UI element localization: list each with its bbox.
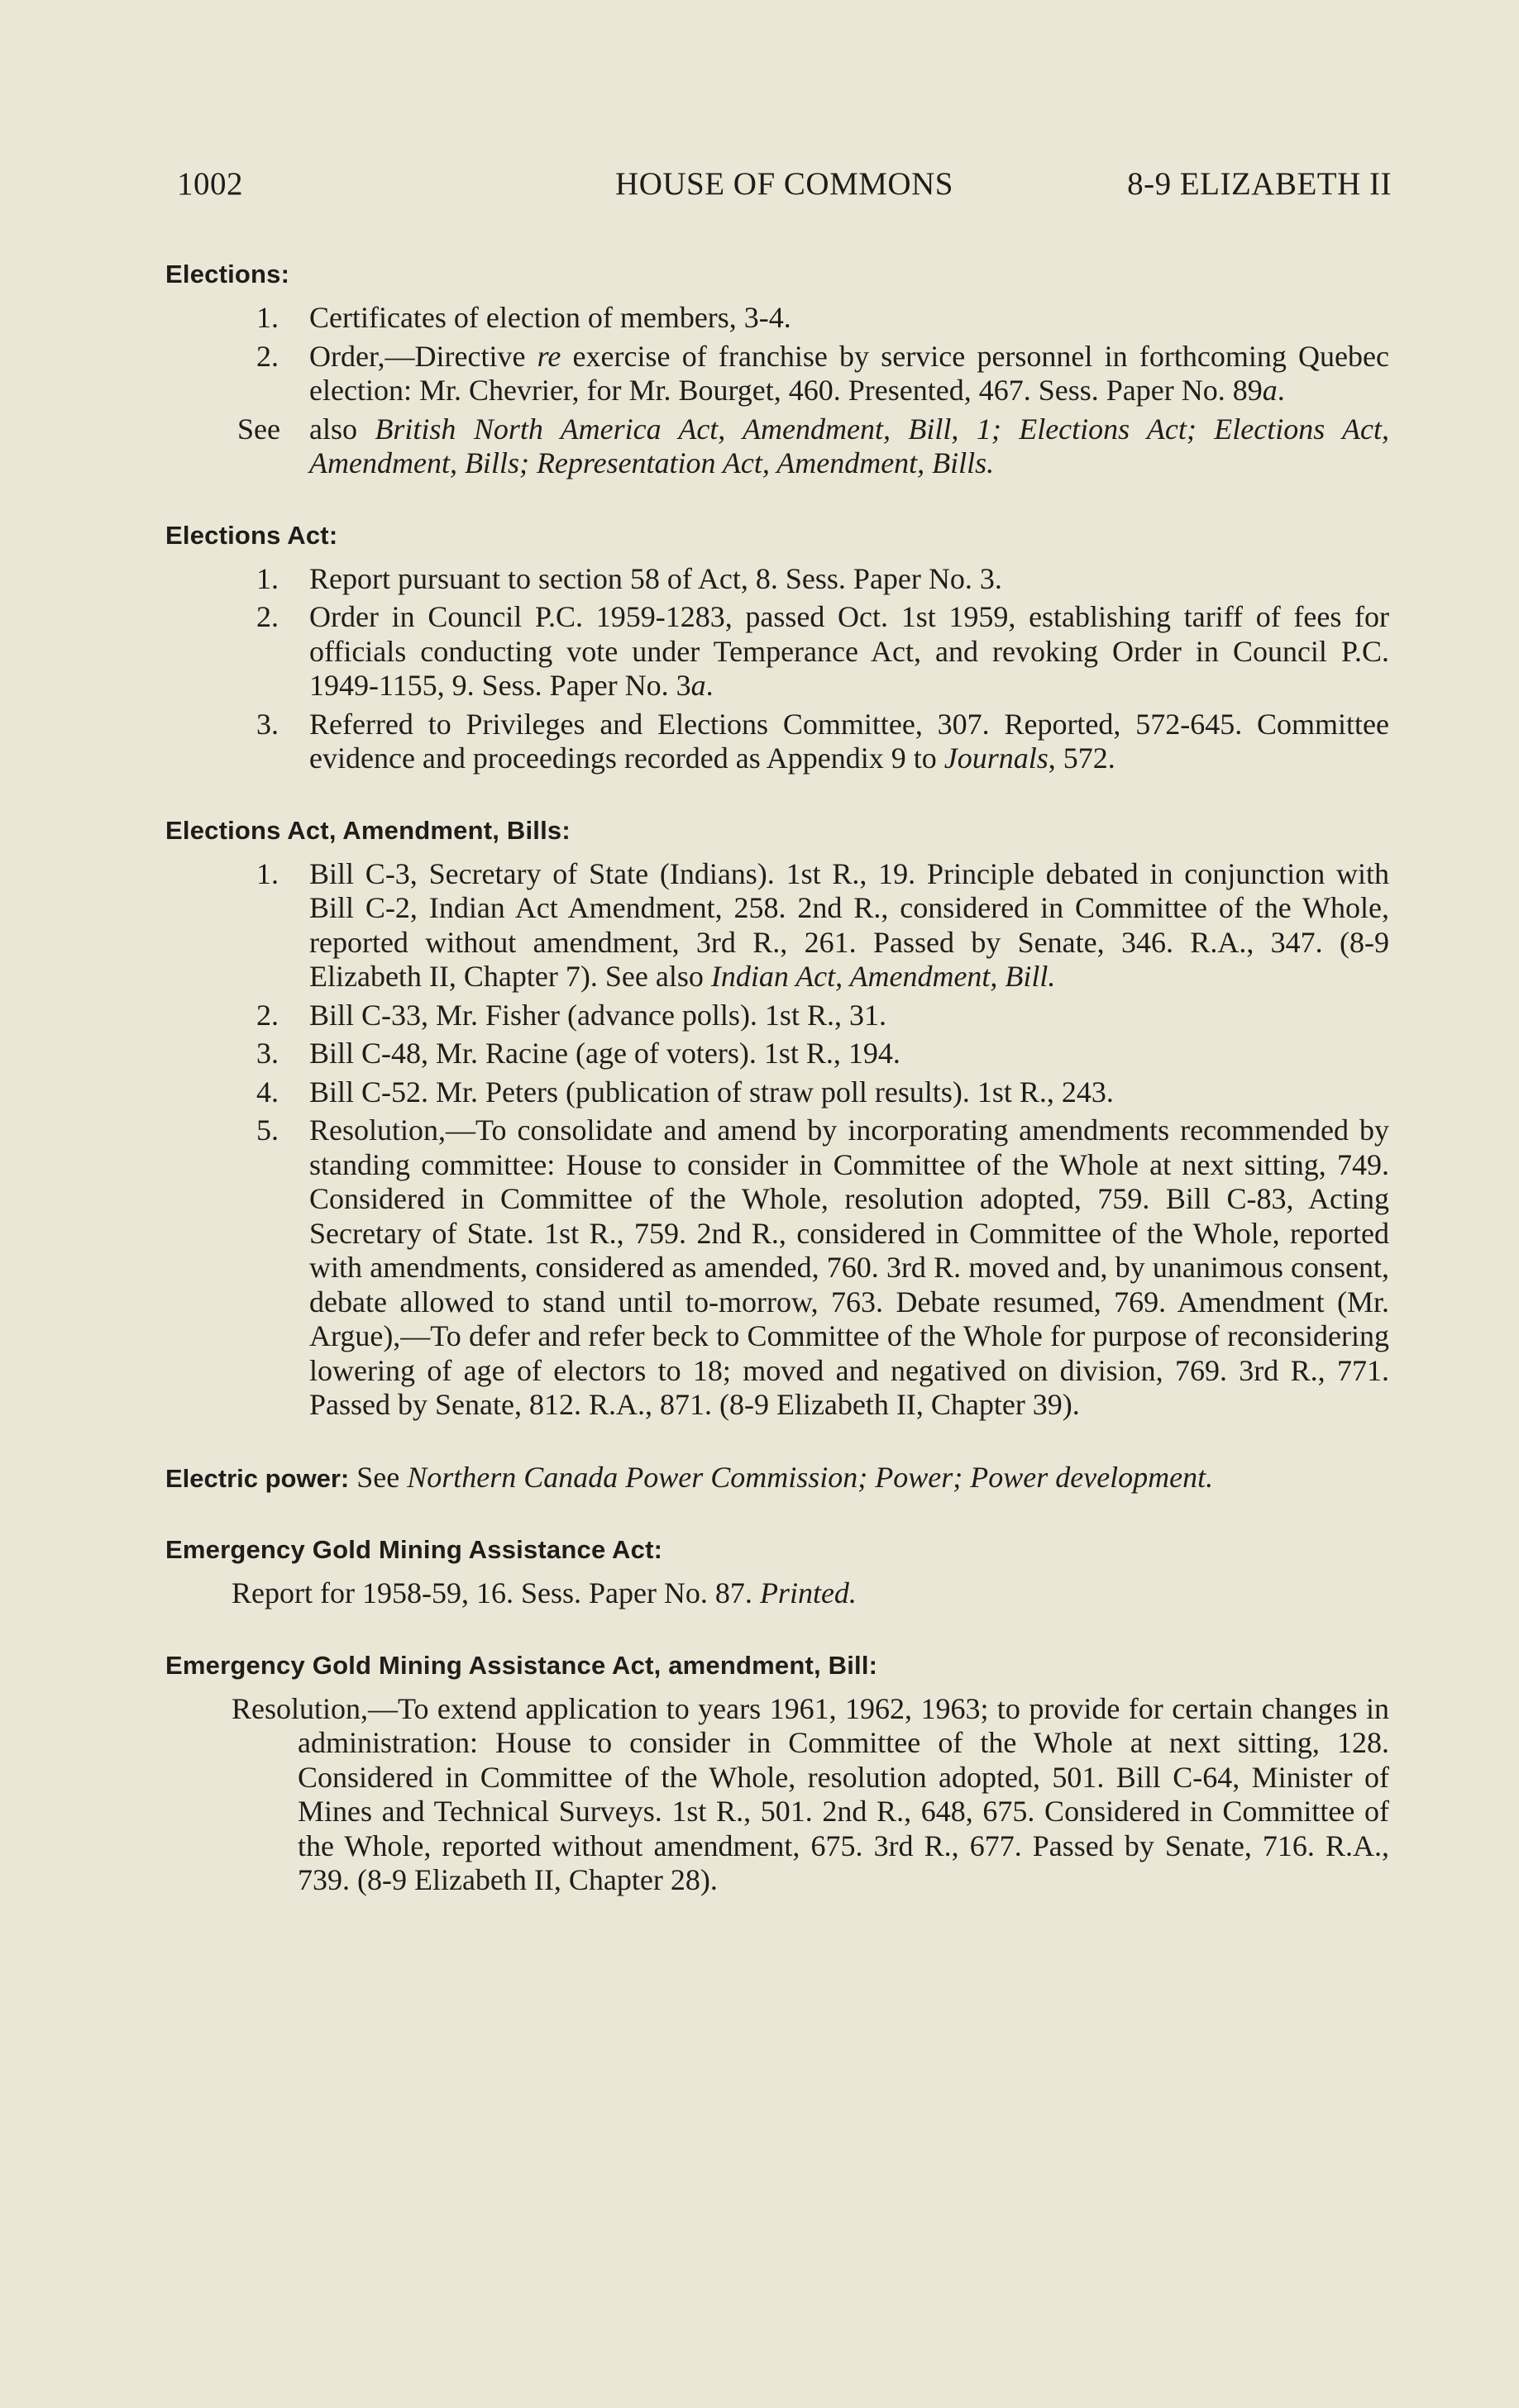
section-heading: Emergency Gold Mining Assistance Act, amendment, Bill: [165,1650,878,1680]
list-item [165,600,1389,703]
section-elections-act-amendment [165,814,1389,1423]
see-also-item [165,412,1389,481]
section-emergency-gold-act [165,1533,1389,1611]
item-text [309,708,1389,775]
section-heading: Elections Act, Amendment, Bills: [165,815,571,845]
text-run-italic: Journals [943,741,1048,775]
text-run: also [309,412,375,446]
reign-label: 8-9 ELIZABETH II [1127,166,1392,202]
entry-paragraph: Resolution,—To extend application to years 1961, 1962, 1963; to provide for certain changes in administration: House to consider in Committee of the Whole at next sitting, 128. Considered in Committee of the Whole, resolution adopted, 501. Bill C-64, Minister of Mines and Technical Surveys. 1st R., 501. 2nd R., 648, 675. Considered in Committee of the Whole, reported without amendment, 675. 3rd R., 677. Passed by Senate, 716. R.A., 739. (8-9 Elizabeth II, Chapter 28). [232,1691,1389,1896]
inline-entry [165,1461,1389,1496]
page-title: HOUSE OF COMMONS [615,166,953,202]
cross-reference: British North America Act, Amendment, Bill, 1; Elections Act; Elections Act, Amendment, Bills; Representation Act, Amendment, Bills. [309,412,1389,479]
cross-reference: Northern Canada Power Commission; Power; Power development. [407,1460,1214,1494]
text-run: Report for 1958-59, 16. Sess. Paper No. 87. [232,1576,760,1609]
text-run: exercise of franchise by service personnel in forthcoming Quebec election: Mr. Chevrier, for Mr. Bourget, 460. Presented, 467. Sess. Paper No. 89 [309,339,1389,407]
item-number: 2. [256,339,279,373]
item-text: Report pursuant to section 58 of Act, 8. Sess. Paper No. 3. [309,561,1002,595]
item-text [309,857,1389,994]
item-text: Bill C-52. Mr. Peters (publication of straw poll results). 1st R., 243. [309,1075,1114,1109]
section-heading: Elections: [165,260,290,288]
item-text [309,340,1389,408]
item-text: Resolution,—To consolidate and amend by incorporating amendments recommended by standing committee: House to consider in Committee of the Whole at next sitting, 749. Considered in Committee of the Whole, resolution adopted, 759. Bill C-83, Acting Secretary of State. 1st R., 759. 2nd R., considered in Committee of the Whole, reported with amendments, considered as amended, 760. 3rd R. moved and, by unanimous consent, debate allowed to stand until to-morrow, 763. Debate resumed, 769. Amendment (Mr. Argue),—To defer and refer beck to Committee of the Whole for purpose of reconsidering lowering of age of electors to 18; moved and negatived on division, 769. 3rd R., 771. Passed by Senate, 812. R.A., 871. (8-9 Elizabeth II, Chapter 39). [309,1113,1389,1421]
text-run: . [1277,374,1285,407]
item-number: 1. [256,301,279,334]
list-item [165,340,1389,408]
list-item [165,301,1389,336]
list-item [165,857,1389,994]
entry-paragraph [165,1576,1389,1611]
item-number: 4. [256,1075,279,1109]
text-run: Referred to Privileges and Elections Committee, 307. Reported, 572-645. Committee evidence and proceedings recorded as Appendix 9 to [309,707,1389,775]
item-number: 1. [256,856,279,890]
section-heading: Elections Act: [165,520,338,550]
text-run: Bill C-3, Secretary of State (Indians). 1st R., 19. Principle debated in conjunction with Bill C-2, Indian Act Amendment, 258. 2nd R., considered in Committee of the Whole, reported without amendment, 3rd R., 261. Passed by Senate, 346. R.A., 347. (8-9 Elizabeth II, Chapter 7). See also [309,856,1389,993]
index-content [165,258,1389,1936]
section-heading: Emergency Gold Mining Assistance Act: [165,1535,663,1564]
text-run-italic: a [1262,374,1278,407]
item-text: Bill C-33, Mr. Fisher (advance polls). 1st R., 31. [309,998,886,1032]
text-run: See [349,1460,408,1494]
item-text: Bill C-48, Mr. Racine (age of voters). 1st R., 194. [309,1037,900,1070]
cross-reference: Indian Act, Amendment, Bill. [710,960,1056,993]
section-emergency-gold-amendment [165,1649,1389,1898]
text-run: Order,—Directive [309,339,537,373]
list-item [165,999,1389,1033]
see-label: See [237,412,280,446]
item-number: 2. [256,998,279,1032]
item-number: 3. [256,707,279,741]
section-elections [165,258,1389,481]
list-item [165,1075,1389,1110]
text-run: Order in Council P.C. 1959-1283, passed Oct. 1st 1959, establishing tariff of fees for officials conducting vote under Temperance Act, and revoking Order in Council P.C. 1949-1155, 9. Sess. Paper No. 3 [309,600,1389,702]
section-electric-power [165,1461,1389,1496]
text-run-italic: Printed. [759,1576,857,1609]
text-run: . [705,669,714,702]
item-text: Certificates of election of members, 3-4. [309,301,791,334]
section-elections-act [165,519,1389,776]
list-item [165,1037,1389,1071]
item-number: 1. [256,561,279,595]
page-header [177,165,1392,207]
page-number: 1002 [177,166,243,202]
list-item [165,1113,1389,1423]
text-run: , 572. [1048,741,1115,775]
list-item [165,562,1389,597]
item-number: 2. [256,600,279,633]
text-run-italic: a [690,669,706,702]
item-text [309,600,1389,702]
item-text [309,412,1389,480]
section-heading: Electric power: [165,1463,350,1493]
item-number: 5. [256,1113,279,1147]
text-run-italic: re [537,339,561,373]
item-number: 3. [256,1037,279,1070]
list-item [165,708,1389,776]
